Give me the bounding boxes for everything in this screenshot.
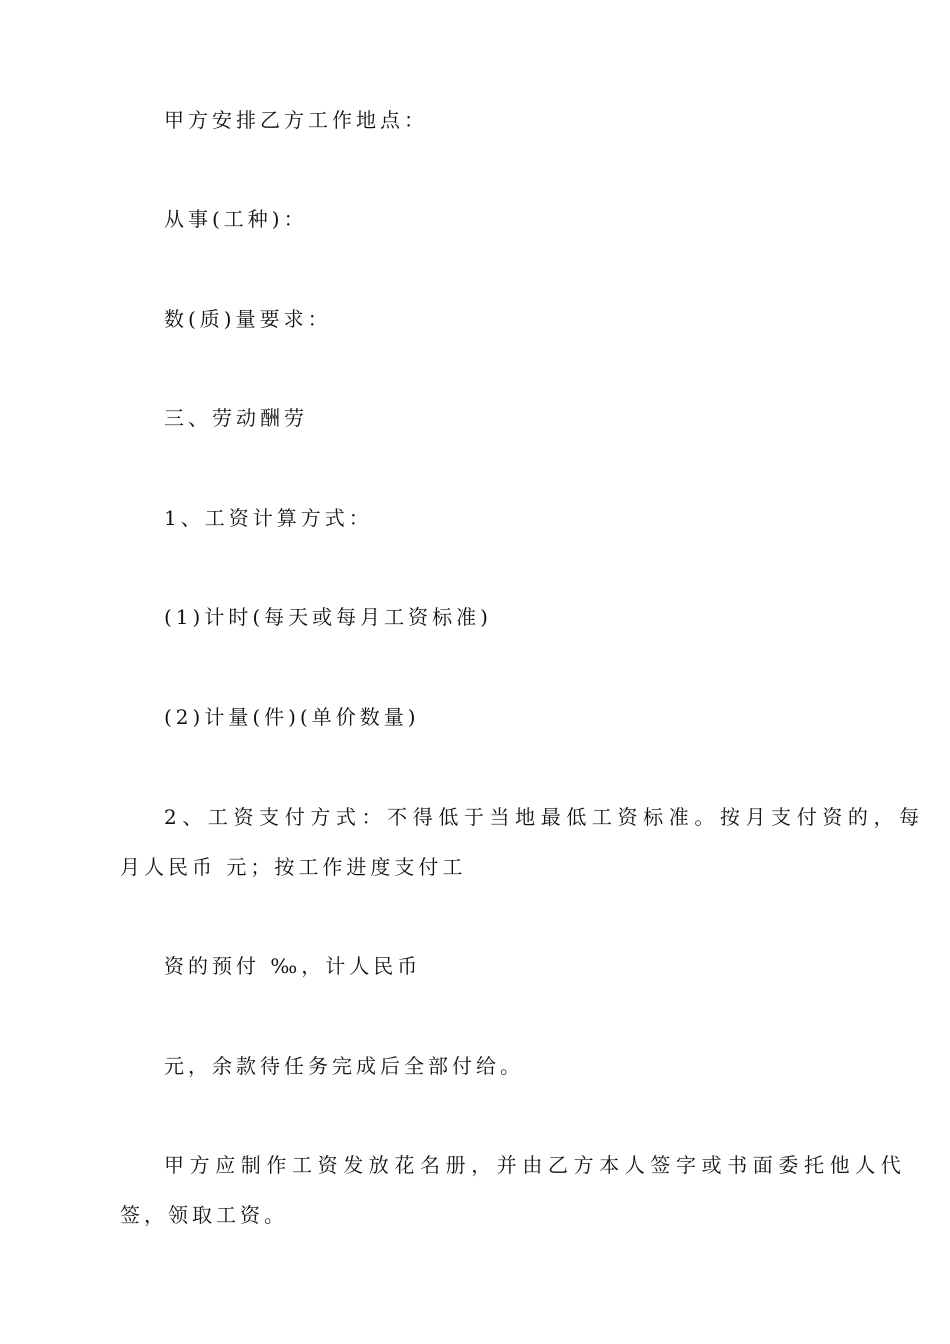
paragraph-remaining-payment: 元，余款待任务完成后全部付给。 (164, 1054, 524, 1078)
paragraph-advance-payment: 资的预付 ‰，计人民币 (164, 954, 422, 978)
paragraph-wage-calculation: 1、工资计算方式： (164, 506, 373, 530)
paragraph-wage-payment-line-2: 月人民币 元；按工作进度支付工 (120, 855, 467, 879)
section-heading-labor-pay: 三、劳动酬劳 (164, 406, 308, 430)
paragraph-job-type: 从事(工种)： (164, 207, 308, 231)
paragraph-wage-payment-line-1: 2、工资支付方式：不得低于当地最低工资标准。按月支付资的，每 (164, 805, 925, 829)
paragraph-payroll-roster-line-2: 签，领取工资。 (120, 1203, 288, 1227)
paragraph-piece-based-pay: (2)计量(件)(单价数量) (164, 705, 420, 729)
paragraph-work-location: 甲方安排乙方工作地点： (164, 108, 428, 132)
paragraph-quality-requirement: 数(质)量要求： (164, 307, 332, 331)
paragraph-time-based-pay: (1)计时(每天或每月工资标准) (164, 605, 492, 629)
paragraph-payroll-roster-line-1: 甲方应制作工资发放花名册，并由乙方本人签字或书面委托他人代 (164, 1153, 907, 1177)
